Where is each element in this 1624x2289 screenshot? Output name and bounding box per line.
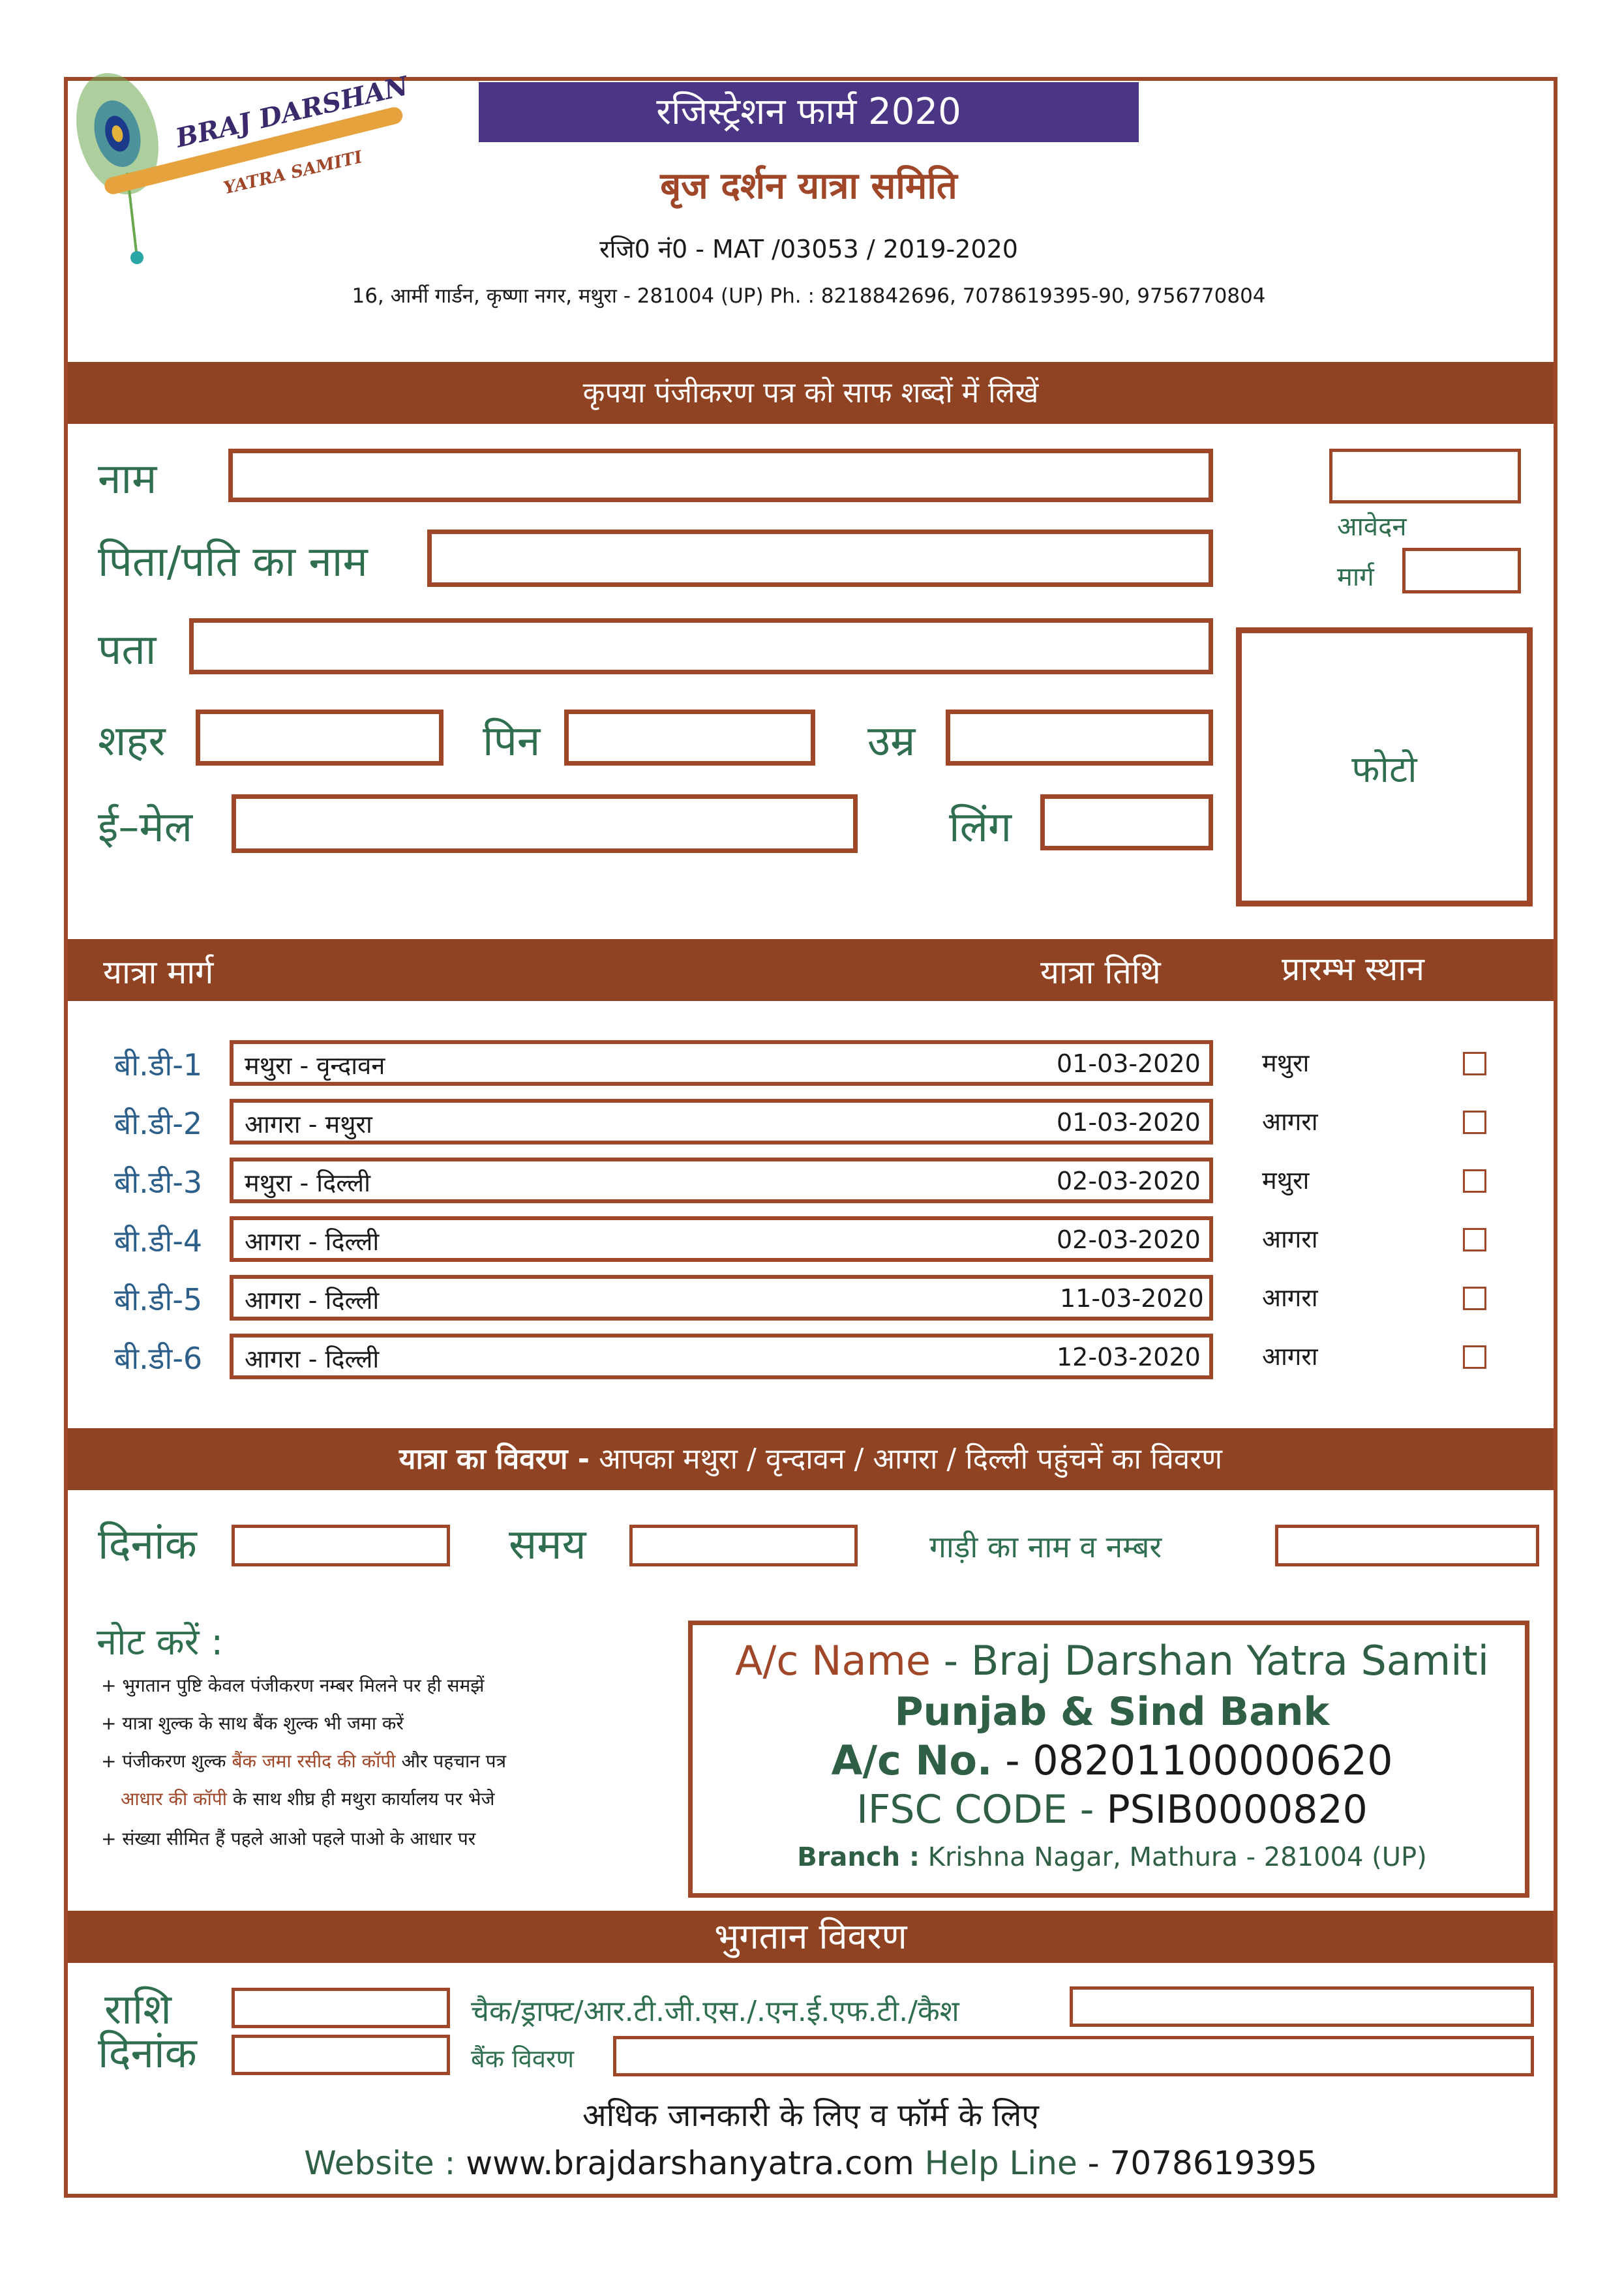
address-field[interactable] — [189, 618, 1213, 674]
route-checkbox[interactable] — [1463, 1345, 1486, 1369]
payment-mode-field[interactable] — [1070, 1986, 1534, 2027]
arrival-time-field[interactable] — [629, 1525, 858, 1566]
note-text: और पहचान पत्र — [401, 1750, 507, 1772]
route-code-field[interactable] — [1402, 548, 1521, 593]
city-field[interactable] — [196, 710, 444, 766]
father-name-field[interactable] — [427, 530, 1213, 587]
name-label: नाम — [98, 455, 157, 503]
route-short-label: मार्ग — [1337, 562, 1374, 592]
route-date: 01-03-2020 — [1057, 1049, 1201, 1078]
route-code: बी.डी-3 — [114, 1165, 203, 1200]
route-header-date: यात्रा तिथि — [1040, 953, 1161, 991]
gender-label: लिंग — [949, 803, 1012, 852]
route-code: बी.डी-5 — [114, 1282, 203, 1317]
website-label: Website : — [304, 2144, 456, 2182]
gender-field[interactable] — [1040, 794, 1213, 850]
father-name-label: पिता/पति का नाम — [98, 538, 368, 586]
route-date: 02-03-2020 — [1057, 1167, 1201, 1195]
arrival-date-field[interactable] — [232, 1525, 450, 1566]
address-line: 16, आर्मी गार्डन, कृष्णा नगर, मथुरा - 281004 (UP) Ph. : 8218842696, 7078619395-90, 9756770804 — [352, 284, 1266, 308]
note-line: + भुगतान पुष्टि केवल पंजीकरण नम्बर मिलने पर ही समझें — [101, 1675, 485, 1696]
route-code: बी.डी-6 — [114, 1341, 203, 1376]
bank-details-field[interactable] — [613, 2036, 1534, 2076]
age-label: उम्र — [867, 717, 916, 766]
route-header-route: यात्रा मार्ग — [103, 953, 214, 991]
route-row — [0, 1099, 1624, 1146]
route-name: आगरा - दिल्ली — [245, 1345, 380, 1373]
helpline-number: - 7078619395 — [1087, 2144, 1317, 2182]
account-name-value: - Braj Darshan Yatra Samiti — [943, 1637, 1489, 1684]
age-field[interactable] — [946, 710, 1213, 766]
instruction-band: कृपया पंजीकरण पत्र को साफ शब्दों में लिखें — [68, 362, 1554, 424]
account-number-label: A/c No. — [831, 1737, 993, 1784]
logo-title: BRAJ DARSHAN — [173, 70, 412, 154]
account-name-label: A/c Name — [735, 1637, 931, 1684]
photo-label: फोटो — [1351, 749, 1417, 791]
logo-subtitle: YATRA SAMITI — [222, 147, 365, 199]
travel-band-text: आपका मथुरा / वृन्दावन / आगरा / दिल्ली पहुंचनें का विवरण — [599, 1443, 1223, 1476]
route-date: 02-03-2020 — [1057, 1225, 1201, 1254]
notes-title: नोट करें : — [97, 1621, 224, 1664]
route-checkbox[interactable] — [1463, 1111, 1486, 1134]
payment-mode-label: चैक/ड्राफ्ट/आर.टी.जी.एस./.एन.ई.एफ.टी./कैश — [471, 1995, 959, 2028]
payment-date-field[interactable] — [232, 2035, 450, 2075]
route-checkbox[interactable] — [1463, 1228, 1486, 1251]
arrival-time-label: समय — [509, 1521, 586, 1569]
route-start: आगरा — [1262, 1283, 1318, 1312]
route-start: आगरा — [1262, 1225, 1318, 1253]
bank-details-label: बैंक विवरण — [471, 2044, 575, 2073]
note-line: + यात्रा शुल्क के साथ बैंक शुल्क भी जमा करें — [101, 1713, 404, 1734]
arrival-date-label: दिनांक — [98, 1521, 197, 1569]
payment-band: भुगतान विवरण — [68, 1911, 1554, 1963]
note-highlight: बैंक जमा रसीद की कॉपी — [232, 1750, 396, 1772]
branch-label: Branch : — [797, 1842, 920, 1872]
route-start: मथुरा — [1262, 1049, 1310, 1077]
org-name: बृज दर्शन यात्रा समिति — [660, 165, 957, 207]
footer-info: अधिक जानकारी के लिए व फॉर्म के लिए — [582, 2097, 1039, 2134]
route-name: मथुरा - वृन्दावन — [245, 1051, 385, 1080]
route-row — [0, 1334, 1624, 1381]
form-title-banner: रजिस्ट्रेशन फार्म 2020 — [479, 82, 1139, 142]
route-code: बी.डी-1 — [114, 1047, 203, 1083]
email-label: ई–मेल — [98, 803, 193, 852]
payment-date-label: दिनांक — [98, 2029, 197, 2078]
bank-name: Punjab & Sind Bank — [894, 1689, 1330, 1735]
branch-value: Krishna Nagar, Mathura - 281004 (UP) — [927, 1842, 1427, 1872]
route-checkbox[interactable] — [1463, 1287, 1486, 1310]
route-start: आगरा — [1262, 1107, 1318, 1136]
pin-label: पिन — [483, 717, 541, 766]
travel-band-bold: यात्रा का विवरण - — [398, 1443, 590, 1476]
vehicle-field[interactable] — [1275, 1525, 1539, 1566]
application-number-field[interactable] — [1329, 449, 1521, 503]
note-line: + संख्या सीमित हैं पहले आओ पहले पाओ के आधार पर — [101, 1828, 476, 1849]
route-name: आगरा - दिल्ली — [245, 1227, 380, 1256]
note-text: + पंजीकरण शुल्क — [101, 1750, 226, 1772]
account-number-line — [704, 1737, 1520, 1784]
route-row — [0, 1158, 1624, 1204]
email-field[interactable] — [232, 794, 858, 853]
route-name: आगरा - मथुरा — [245, 1110, 372, 1139]
amount-field[interactable] — [232, 1988, 450, 2028]
name-field[interactable] — [228, 449, 1213, 502]
note-line — [121, 1786, 494, 1811]
route-row — [0, 1216, 1624, 1263]
vehicle-label: गाड़ी का नाम व नम्बर — [929, 1529, 1162, 1564]
footer-contact — [68, 2144, 1554, 2182]
note-highlight: आधार की कॉपी — [121, 1788, 228, 1810]
route-code: बी.डी-4 — [114, 1223, 203, 1259]
route-start: मथुरा — [1262, 1166, 1310, 1195]
note-line — [101, 1748, 506, 1773]
route-checkbox[interactable] — [1463, 1052, 1486, 1075]
route-date: 01-03-2020 — [1057, 1108, 1201, 1137]
registration-number: रजि0 नं0 - MAT /03053 / 2019-2020 — [599, 235, 1018, 263]
city-label: शहर — [98, 717, 166, 766]
route-row — [0, 1040, 1624, 1087]
branch-line — [704, 1842, 1520, 1872]
route-header-start: प्रारम्भ स्थान — [1282, 950, 1424, 988]
route-date: 12-03-2020 — [1057, 1343, 1201, 1371]
account-number-value: - 08201100000620 — [1005, 1737, 1393, 1784]
website-link[interactable]: www.brajdarshanyatra.com — [466, 2144, 914, 2182]
route-row — [0, 1275, 1624, 1322]
pin-field[interactable] — [564, 710, 815, 766]
account-name-line — [704, 1637, 1520, 1684]
travel-details-band — [68, 1428, 1554, 1490]
ifsc-line — [704, 1787, 1520, 1833]
ifsc-label: IFSC CODE - — [856, 1787, 1094, 1833]
route-name: आगरा - दिल्ली — [245, 1286, 380, 1315]
address-label: पता — [98, 626, 157, 674]
route-start: आगरा — [1262, 1342, 1318, 1371]
helpline-label: Help Line — [924, 2144, 1077, 2182]
route-code: बी.डी-2 — [114, 1106, 203, 1141]
route-checkbox[interactable] — [1463, 1169, 1486, 1193]
ifsc-value: PSIB0000820 — [1106, 1787, 1368, 1833]
application-label: आवेदन — [1337, 512, 1407, 542]
amount-label: राशि — [104, 1986, 172, 2034]
note-text: के साथ शीघ्र ही मथुरा कार्यालय पर भेजे — [232, 1788, 495, 1810]
route-date: 11-03-2020 — [1060, 1284, 1204, 1313]
route-name: मथुरा - दिल्ली — [245, 1169, 371, 1197]
